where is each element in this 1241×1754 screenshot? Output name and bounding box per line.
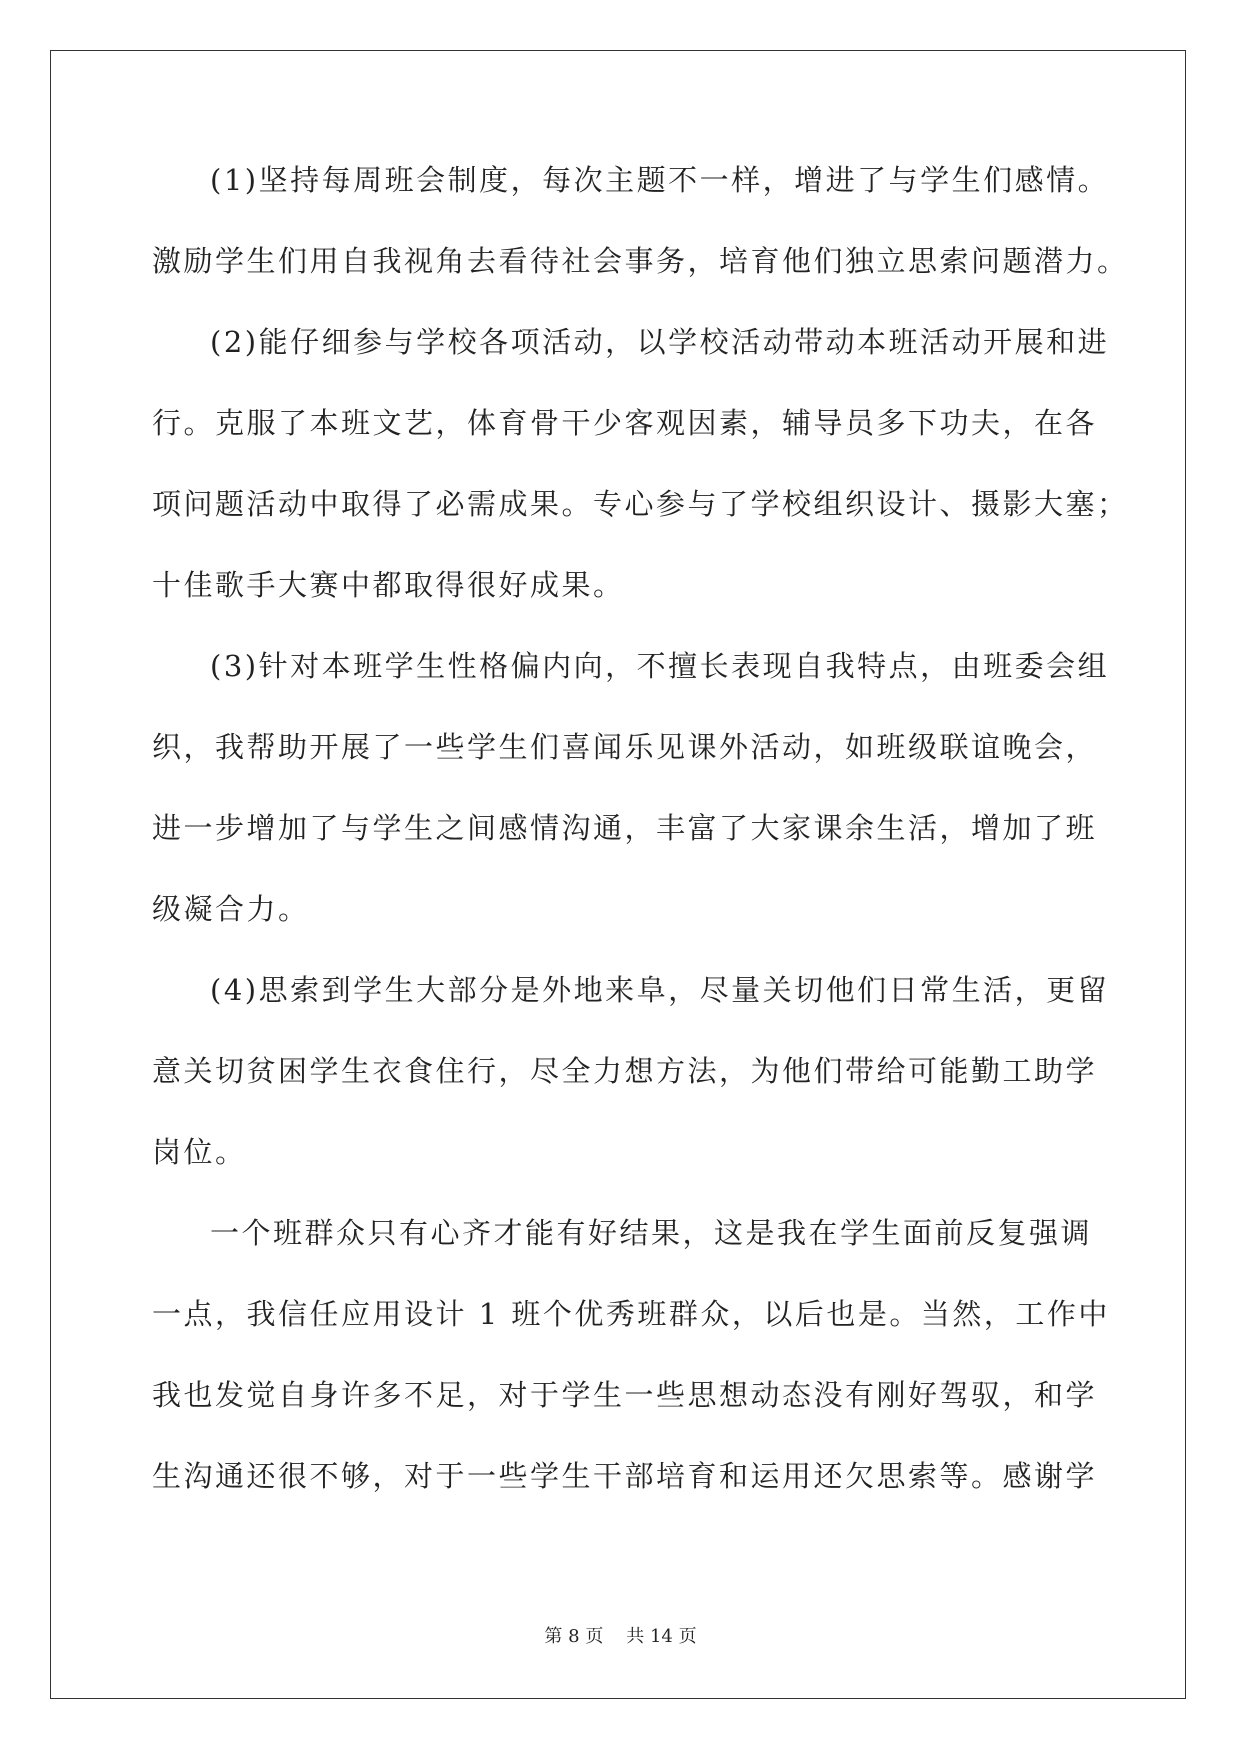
text-line: 行。克服了本班文艺，体育骨干少客观因素，辅导员多下功夫，在各 — [152, 406, 1098, 440]
page-number: 第 8 页 — [544, 1626, 604, 1647]
text-line: 意关切贫困学生衣食住行，尽全力想方法，为他们带给可能勤工助学 — [152, 1054, 1098, 1088]
text-line: 生沟通还很不够，对于一些学生干部培育和运用还欠思索等。感谢学 — [152, 1459, 1098, 1493]
paragraph-3 — [152, 626, 1110, 950]
text-line: 我也发觉自身许多不足，对于学生一些思想动态没有刚好驾驭，和学 — [152, 1378, 1098, 1412]
page-footer — [0, 1622, 1241, 1648]
text-line: (2)能仔细参与学校各项活动，以学校活动带动本班活动开展和进 — [210, 325, 1110, 359]
text-line: (4)思索到学生大部分是外地来阜，尽量关切他们日常生活，更留 — [210, 973, 1110, 1007]
text-line: 一个班群众只有心齐才能有好结果，这是我在学生面前反复强调 — [210, 1216, 1093, 1250]
text-line: 织，我帮助开展了一些学生们喜闻乐见课外活动，如班级联谊晚会， — [152, 730, 1098, 764]
total-pages: 共 14 页 — [626, 1626, 697, 1647]
paragraph-1 — [152, 140, 1129, 302]
document-body — [152, 140, 1129, 1517]
text-line: (1)坚持每周班会制度，每次主题不一样，增进了与学生们感情。 — [210, 163, 1110, 197]
text-line: 项问题活动中取得了必需成果。专心参与了学校组织设计、摄影大塞； — [152, 487, 1129, 521]
text-line: 一点，我信任应用设计 1 班个优秀班群众，以后也是。当然，工作中 — [152, 1297, 1110, 1331]
text-line: 进一步增加了与学生之间感情沟通，丰富了大家课余生活，增加了班 — [152, 811, 1098, 845]
paragraph-5 — [152, 1193, 1110, 1517]
paragraph-4 — [152, 950, 1110, 1193]
paragraph-2 — [152, 302, 1129, 626]
text-line: 十佳歌手大赛中都取得很好成果。 — [152, 568, 625, 602]
text-line: 激励学生们用自我视角去看待社会事务，培育他们独立思索问题潜力。 — [152, 244, 1129, 278]
text-line: 级凝合力。 — [152, 892, 310, 926]
text-line: 岗位。 — [152, 1135, 247, 1169]
text-line: (3)针对本班学生性格偏内向，不擅长表现自我特点，由班委会组 — [210, 649, 1110, 683]
